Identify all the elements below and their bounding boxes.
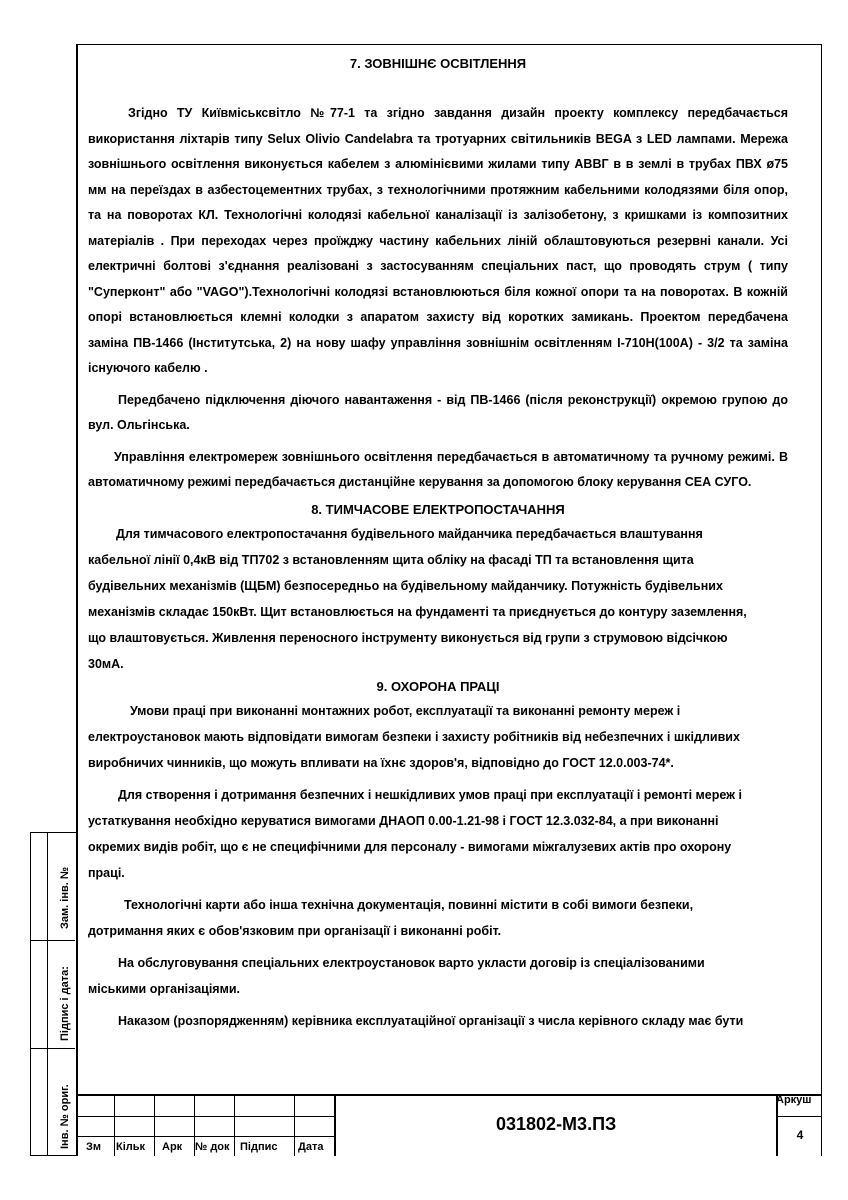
text-line: Для тимчасового електропостачання будівельного майданчика передбачається влаштування	[116, 526, 703, 541]
text-line: праці.	[88, 865, 125, 880]
col-header-doc-no: № док	[195, 1141, 230, 1153]
sheet-label: Аркуш	[776, 1094, 812, 1106]
text-line: устаткування необхідно керуватися вимогами ДНАОП 0.00-1.21-98 і ГОСТ 12.3.032-84, а при виконанні	[88, 813, 719, 828]
document-body	[88, 52, 788, 1034]
text-line: виробничих чинників, що можуть впливати на їхнє здоров'я, відповідно до ГОСТ 12.0.003-74*.	[88, 755, 674, 770]
section-8-title: 8. ТИМЧАСОВЕ ЕЛЕКТРОПОСТАЧАННЯ	[311, 501, 565, 517]
col-header-quantity: Кільк	[116, 1141, 146, 1153]
text-line: окремих видів робіт, що є не специфічними для персоналу - вимогами міжгалузевих актів про охорону	[88, 839, 732, 854]
section-9-paragraph-2	[88, 782, 788, 886]
text-line: міськими організаціями.	[88, 981, 241, 996]
text-line: Технологічні карти або інша технічна документація, повинні містити в собі вимоги безпеки,	[124, 897, 694, 912]
side-cell-signature	[31, 941, 75, 1049]
side-cell-inv	[31, 833, 75, 941]
side-cell-orig	[31, 1049, 75, 1155]
text-line: механізмів складає 150кВт. Щит встановлюється на фундаменті та приєднується до контуру заземлення,	[88, 604, 747, 619]
text-line: 30мА.	[88, 656, 124, 671]
text-line: будівельних механізмів (ЩБМ) безпосередньо на будівельному майданчику. Потужність будівельних	[88, 578, 723, 593]
text-line: кабельної лінії 0,4кВ від ТП702 з встановленням щита обліку на фасаді ТП та встановлення щита	[88, 552, 694, 567]
side-stamp-strip	[30, 832, 76, 1156]
col-header-date: Дата	[298, 1141, 324, 1153]
sheet-box	[776, 1096, 820, 1156]
section-9-paragraph-4	[88, 950, 788, 1002]
section-9-paragraph-5	[88, 1008, 788, 1034]
col-header-signature: Підпис	[240, 1141, 278, 1153]
title-block	[76, 1094, 822, 1156]
text-line: дотримання яких є обов'язковим при організації і виконанні робіт.	[88, 923, 502, 938]
section-7-paragraph-3: Управління електромереж зовнішнього освітлення передбачається в автоматичному та ручному режимі. В автоматичному режимі передбачається дистанційне керування за допомогою блоку керування СЕА СУГО.	[88, 449, 788, 489]
sheet-number: 4	[796, 1128, 804, 1142]
side-label-orig-inv: Інв. № ориг.	[59, 1084, 71, 1149]
section-9-title: 9. ОХОРОНА ПРАЦІ	[376, 678, 500, 694]
section-7-title: 7. ЗОВНІШНЄ ОСВІТЛЕННЯ	[349, 56, 527, 71]
text-line: На обслуговування спеціальних електроустановок варто укласти договір із спеціалізованими	[118, 955, 705, 970]
text-line: Умови праці при виконанні монтажних робот, експлуатації та виконанні ремонту мереж і	[130, 703, 681, 718]
section-7-paragraph-1: Згідно ТУ Київміськсвітло №77-1 та згідно завдання дизайн проекту комплексу передбачається використання ліхтарів типу Selux Olivio Candelabra та тротуарних світильників BEGA з LED лампами. Мережа зовнішнього освітлення виконується кабелем з алюмінієвими жилами типу АВВГ в в землі в трубах ПВХ ø75 мм на переїздах в азбестоцементних трубах, з технологічними протяжним кабельними колодязями біля опор, та на поворотах КЛ. Технологічні колодязі кабельної каналізації із залізобетону, з кришками із композитних матеріалів . При переходах через проїжджу частину кабельних ліній облаштовуються резервні канали. Усі електричні болтові з'єднання реалізовані з застосуванням спеціальних паст, що проводять струм ( типу "Суперконт" або "VAGO").Технологічні колодязі встановлюються біля кожної опори та на поворотах. В кожній опорі встановлюється клемні колодки з апаратом захисту від коротких замикань. Проектом передбачена заміна ПВ-1466 (Інститутська, 2) на нову шафу управління зовнішнім освітленням І-710Н(100А) - 3/2 та заміна існуючого кабелю .	[88, 106, 788, 375]
text-line: Наказом (розпорядженням) керівника експлуатаційної організації з числа керівного складу має бути	[118, 1013, 744, 1028]
side-label-signature-date: Підпис і дата:	[59, 966, 71, 1041]
section-7-paragraph-2: Передбачено підключення діючого навантаження - від ПВ-1466 (після реконструкції) окремою групою до вул. Ольгінська.	[88, 392, 788, 432]
section-8-paragraph	[88, 521, 788, 677]
text-line: Для створення і дотримання безпечних і нешкідливих умов праці при експлуатації і ремонті мереж і	[118, 787, 742, 802]
section-9-paragraph-3	[88, 892, 788, 944]
side-label-inv-no: Зам. інв. №	[59, 866, 71, 929]
document-code: 031802-М3.ПЗ	[496, 1114, 617, 1134]
text-line: електроустановок мають відповідати вимогам безпеки і захисту робітників від небезпечних і шкідливих	[88, 729, 740, 744]
col-header-sheet: Арк	[162, 1141, 183, 1153]
text-line: що влаштовується. Живлення переносного інструменту виконується від групи з струмовою відсічкою	[88, 630, 728, 645]
col-header-change: Зм	[86, 1141, 102, 1153]
section-9-paragraph-1	[88, 698, 788, 776]
revision-grid	[76, 1096, 336, 1156]
